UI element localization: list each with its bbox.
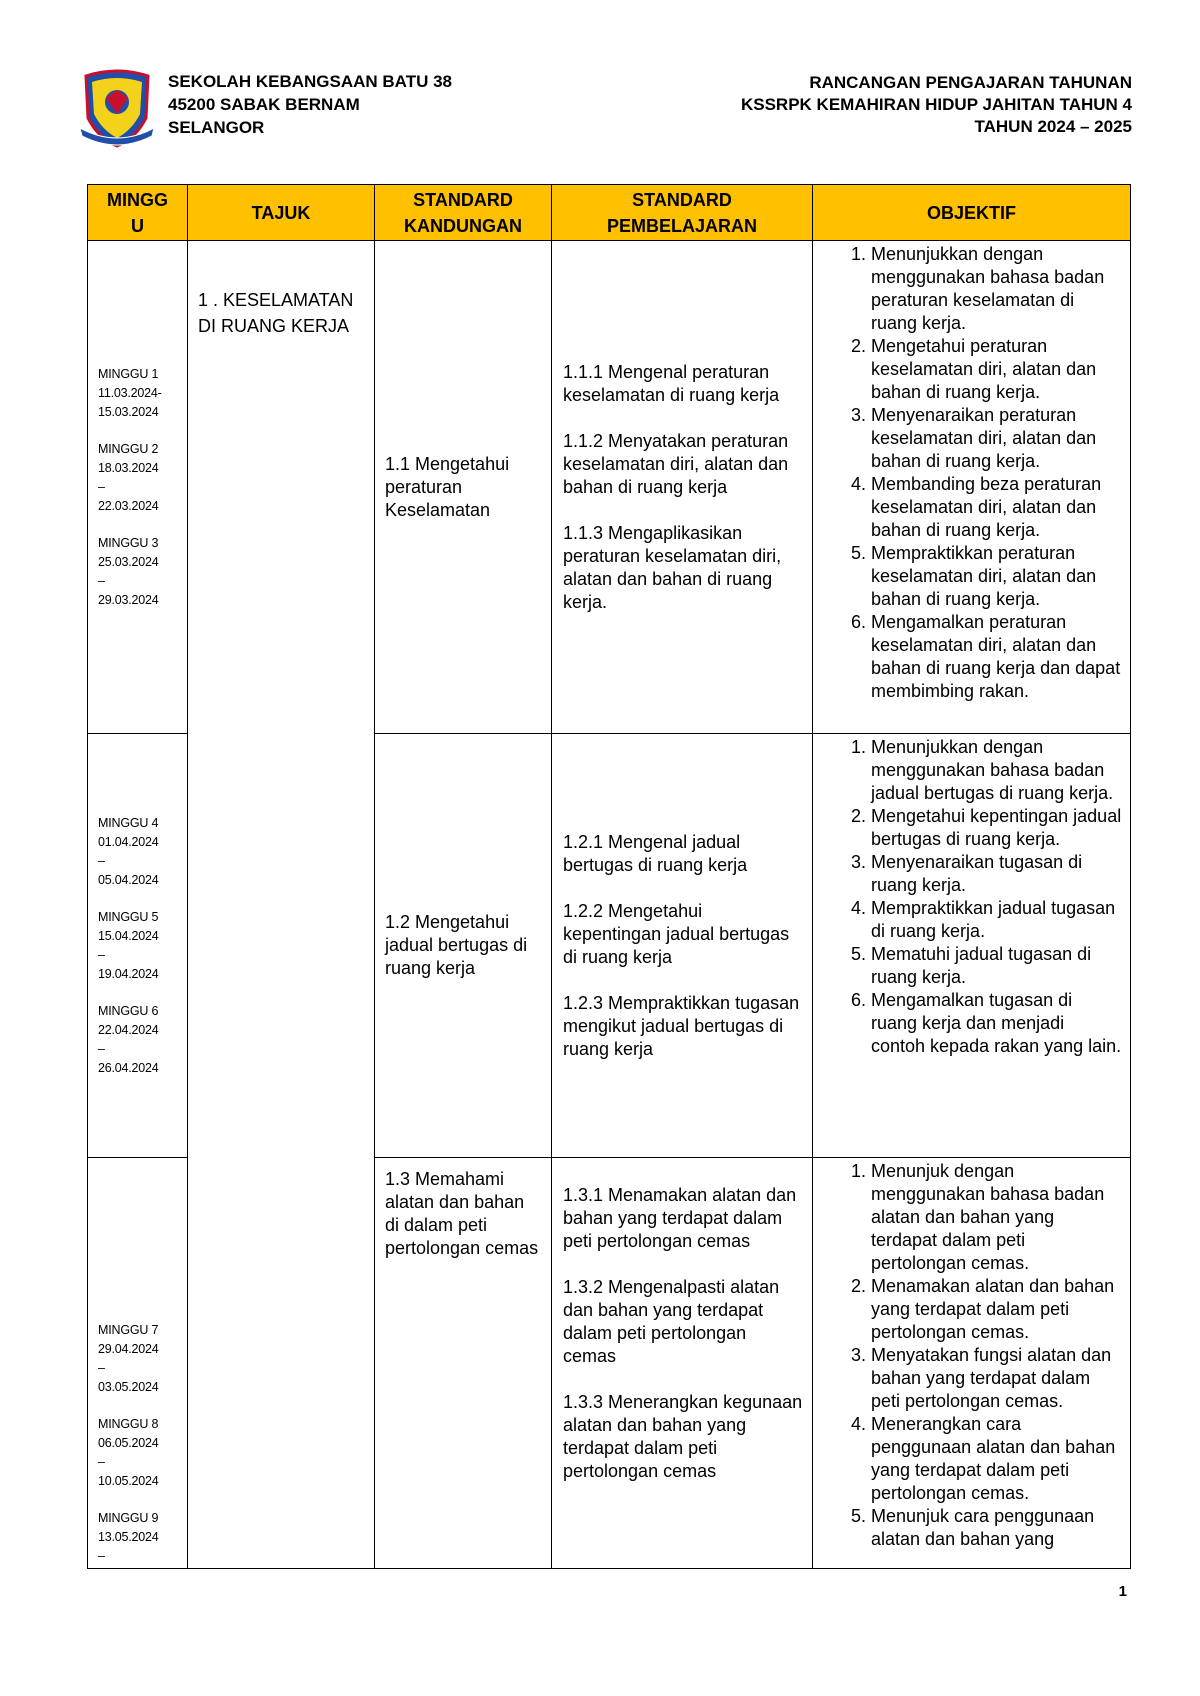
header-row [88, 185, 1131, 241]
header-tajuk: TAJUK [188, 185, 375, 241]
week-entry: MINGGU 4 01.04.2024 – 05.04.2024 [98, 815, 159, 887]
learning-standard-item: 1.2.2 Mengetahui kepentingan jadual bertugas di ruang kerja [563, 900, 790, 967]
content-standard-cell: 1.1 Mengetahui peraturan Keselamatan [375, 241, 552, 734]
week-entry: MINGGU 5 15.04.2024 – 19.04.2024 [98, 909, 159, 981]
weeks-cell [88, 1158, 188, 1569]
learning-standard-cell [552, 1158, 813, 1569]
objective-item: 2. Mengetahui kepentingan jadual bertugas di ruang kerja. [871, 805, 1122, 851]
objective-item: 4. Mempraktikkan jadual tugasan di ruang kerja. [871, 897, 1122, 943]
objectives-cell [813, 734, 1131, 1158]
lesson-plan-table [87, 184, 1131, 1569]
objective-item: 6. Mengamalkan tugasan di ruang kerja dan menjadi contoh kepada rakan yang lain. [871, 989, 1122, 1058]
plan-title-block [741, 72, 1132, 138]
week-entry: MINGGU 8 06.05.2024 – 10.05.2024 [98, 1417, 159, 1488]
objectives-cell [813, 241, 1131, 734]
header-standard-pembelajaran: STANDARD PEMBELAJARAN [552, 185, 813, 241]
school-crest-logo [76, 68, 158, 150]
learning-standard-item: 1.3.1 Menamakan alatan dan bahan yang terdapat dalam peti pertolongan cemas [563, 1185, 797, 1251]
objective-item: 4. Membanding beza peraturan keselamatan diri, alatan dan bahan di ruang kerja. [871, 473, 1122, 542]
school-state: SELANGOR [168, 118, 265, 137]
objective-item: 3. Menyatakan fungsi alatan dan bahan yang terdapat dalam peti pertolongan cemas. [871, 1344, 1122, 1413]
objective-item: 5. Mempraktikkan peraturan keselamatan diri, alatan dan bahan di ruang kerja. [871, 542, 1122, 611]
school-address [168, 70, 452, 139]
plan-title: RANCANGAN PENGAJARAN TAHUNAN [809, 73, 1132, 92]
objective-item: 1. Menunjukkan dengan menggunakan bahasa badan peraturan keselamatan di ruang kerja. [871, 243, 1122, 335]
learning-standard-cell [552, 734, 813, 1158]
table-row [88, 241, 1131, 734]
plan-year: TAHUN 2024 – 2025 [974, 117, 1132, 136]
weeks-cell [88, 241, 188, 734]
objective-item: 3. Menyenaraikan tugasan di ruang kerja. [871, 851, 1122, 897]
objective-item: 5. Mematuhi jadual tugasan di ruang kerja. [871, 943, 1122, 989]
objective-item: 2. Mengetahui peraturan keselamatan diri, alatan dan bahan di ruang kerja. [871, 335, 1122, 404]
content-standard-cell: 1.2 Mengetahui jadual bertugas di ruang kerja [375, 734, 552, 1158]
topic-cell: 1 . KESELAMATAN DI RUANG KERJA [188, 241, 375, 1569]
objective-item: 3. Menyenaraikan peraturan keselamatan diri, alatan dan bahan di ruang kerja. [871, 404, 1122, 473]
week-entry: MINGGU 1 11.03.2024- 15.03.2024 [98, 366, 162, 419]
week-entry: MINGGU 9 13.05.2024 – [98, 1511, 159, 1563]
learning-standard-item: 1.2.1 Mengenal jadual bertugas di ruang kerja [563, 831, 748, 875]
learning-standard-item: 1.3.3 Menerangkan kegunaan alatan dan bahan yang terdapat dalam peti pertolongan cemas [563, 1392, 803, 1481]
header-minggu: MINGGU [88, 185, 188, 241]
page-number: 1 [1118, 1583, 1127, 1600]
week-entry: MINGGU 7 29.04.2024 – 03.05.2024 [98, 1323, 159, 1394]
learning-standard-item: 1.2.3 Mempraktikkan tugasan mengikut jadual bertugas di ruang kerja [563, 992, 800, 1059]
objective-item: 1. Menunjuk dengan menggunakan bahasa badan alatan dan bahan yang terdapat dalam peti pertolongan cemas. [871, 1160, 1122, 1275]
learning-standard-item: 1.1.2 Menyatakan peraturan keselamatan diri, alatan dan bahan di ruang kerja [563, 430, 789, 497]
learning-standard-item: 1.1.3 Mengaplikasikan peraturan keselamatan diri, alatan dan bahan di ruang kerja. [563, 522, 782, 612]
objectives-cell [813, 1158, 1131, 1569]
learning-standard-item: 1.1.1 Mengenal peraturan keselamatan di ruang kerja [563, 361, 780, 405]
plan-subject: KSSRPK KEMAHIRAN HIDUP JAHITAN TAHUN 4 [740, 95, 1132, 114]
learning-standard-cell [552, 241, 813, 734]
weeks-cell [88, 734, 188, 1158]
objective-item: 1. Menunjukkan dengan menggunakan bahasa badan jadual bertugas di ruang kerja. [871, 736, 1122, 805]
school-postcode: 45200 SABAK BERNAM [168, 95, 360, 114]
objective-item: 6. Mengamalkan peraturan keselamatan diri, alatan dan bahan di ruang kerja dan dapat membimbing rakan. [871, 611, 1122, 703]
week-entry: MINGGU 3 25.03.2024 – 29.03.2024 [98, 535, 159, 607]
header-objektif: OBJEKTIF [813, 185, 1131, 241]
week-entry: MINGGU 2 18.03.2024 – 22.03.2024 [98, 441, 159, 513]
objective-item: 2. Menamakan alatan dan bahan yang terdapat dalam peti pertolongan cemas. [871, 1275, 1122, 1344]
week-entry: MINGGU 6 22.04.2024 – 26.04.2024 [98, 1003, 159, 1075]
objective-item: 5. Menunjuk cara penggunaan alatan dan bahan yang [871, 1505, 1122, 1551]
header-standard-kandungan: STANDARD KANDUNGAN [375, 185, 552, 241]
content-standard-cell: 1.3 Memahami alatan dan bahan di dalam peti pertolongan cemas [375, 1158, 552, 1569]
objective-item: 4. Menerangkan cara penggunaan alatan dan bahan yang terdapat dalam peti pertolongan cemas. [871, 1413, 1122, 1505]
learning-standard-item: 1.3.2 Mengenalpasti alatan dan bahan yang terdapat dalam peti pertolongan cemas [563, 1277, 780, 1366]
school-name: SEKOLAH KEBANGSAAN BATU 38 [168, 72, 452, 91]
